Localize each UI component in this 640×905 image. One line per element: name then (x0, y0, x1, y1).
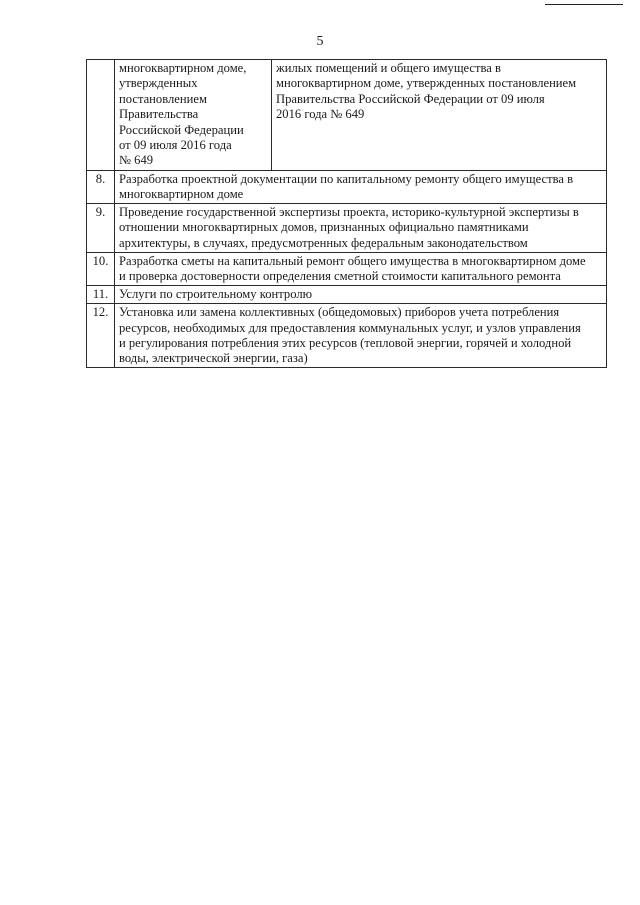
text-line: архитектуры, в случаях, предусмотренных федеральным законодательством (119, 235, 528, 250)
text-line: утвержденных (119, 76, 198, 91)
table-row (87, 304, 607, 368)
table-row (87, 286, 607, 304)
row-number: 9. (87, 204, 115, 253)
row-text (115, 170, 607, 203)
text-line: Услуги по строительному контролю (119, 287, 313, 302)
text-line: и проверка достоверности определения сметной стоимости капитального ремонта (119, 269, 561, 284)
row-text (115, 252, 607, 285)
text-line: № 649 (119, 153, 154, 168)
row-number: 10. (87, 252, 115, 285)
text-line: отношении многоквартирных домов, признанных официально памятниками (119, 220, 529, 235)
table-row (87, 204, 607, 253)
text-line: Проведение государственной экспертизы проекта, историко-культурной экспертизы в (119, 205, 579, 220)
text-line: постановлением (119, 91, 207, 106)
row-text (115, 204, 607, 253)
text-line: Разработка проектной документации по капитальному ремонту общего имущества в (119, 171, 574, 186)
text-line: многоквартирном доме, утвержденных постановлением (276, 76, 577, 91)
continuation-left-cell (115, 60, 272, 171)
continuation-right-cell (272, 60, 607, 171)
text-line: жилых помещений и общего имущества в (276, 61, 501, 75)
row-text (115, 304, 607, 368)
text-line: воды, электрической энергии, газа) (119, 351, 308, 366)
top-rule (545, 4, 623, 5)
text-line: ресурсов, необходимых для предоставления коммунальных услуг, и узлов управления (119, 320, 581, 335)
text-line: Разработка сметы на капитальный ремонт общего имущества в многоквартирном доме (119, 253, 586, 268)
text-line: от 09 июля 2016 года (119, 138, 232, 153)
text-line: многоквартирном доме, (119, 61, 247, 75)
continuation-row (87, 60, 607, 171)
text-line: и регулирования потребления этих ресурсов (тепловой энергии, горячей и холодной (119, 335, 572, 350)
row-number: 8. (87, 170, 115, 203)
services-table (86, 59, 607, 368)
row-number-empty (87, 60, 115, 171)
text-line: 2016 года № 649 (276, 107, 365, 122)
text-line: Установка или замена коллективных (общедомовых) приборов учета потребления (119, 305, 560, 320)
row-text (115, 286, 607, 304)
table-row (87, 252, 607, 285)
table-row (87, 170, 607, 203)
text-line: Правительства (119, 107, 199, 122)
text-line: многоквартирном доме (119, 187, 244, 202)
text-line: Правительства Российской Федерации от 09 июля (276, 91, 545, 106)
page-number: 5 (316, 34, 324, 49)
row-number: 12. (87, 304, 115, 368)
text-line: Российской Федерации (119, 122, 244, 137)
row-number: 11. (87, 286, 115, 304)
